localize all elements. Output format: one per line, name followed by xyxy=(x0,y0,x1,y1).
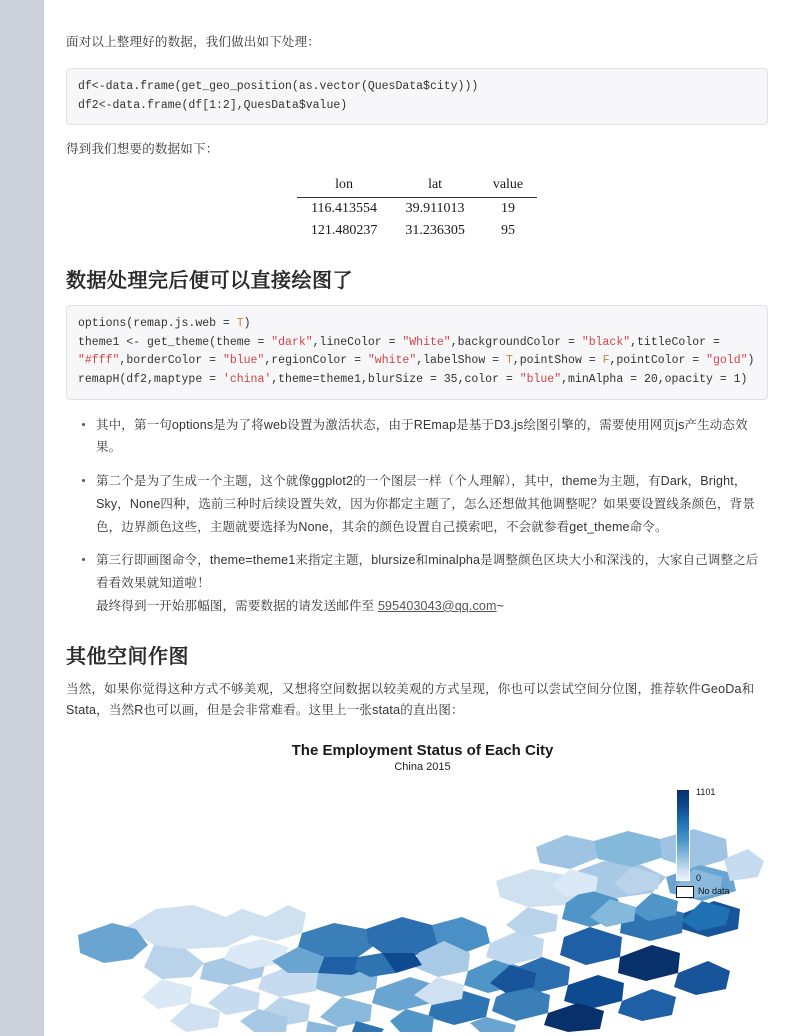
geo-data-table xyxy=(297,175,537,242)
code-logical-true-2: T xyxy=(505,354,513,368)
note3-part2-prefix: 最终得到一开始那幅图，需要数据的请发送邮件至 xyxy=(96,598,378,613)
result-paragraph: 得到我们想要的数据如下： xyxy=(66,142,219,157)
code-string-white: "white" xyxy=(367,354,417,368)
intro-paragraph: 面对以上整理好的数据，我们做出如下处理： xyxy=(66,35,321,49)
legend-nodata-label: No data xyxy=(698,886,730,897)
figure-subtitle: China 2015 xyxy=(394,761,451,774)
code-paren-2: ) xyxy=(747,354,755,368)
legend-min-value: 0 xyxy=(696,873,702,884)
table-row xyxy=(297,198,537,221)
list-item xyxy=(96,549,768,617)
code-arg-labelshow: ,labelShow = xyxy=(416,354,506,368)
cell-value: 19 xyxy=(500,201,515,216)
code-string-gold: "gold" xyxy=(706,354,748,368)
col-header-lon: lon xyxy=(297,175,392,198)
code-line-2: df2<-data.frame(df[1:2],QuesData$value) xyxy=(78,98,348,112)
code-arg-blursize: ,theme=theme1,blurSize = 35,color = xyxy=(271,372,520,386)
code-options-call: options(remap.js.web = xyxy=(78,317,237,330)
table-header-row xyxy=(297,175,537,198)
other-spatial-paragraph: 当然，如果你觉得这种方式不够美观，又想将空间数据以较美观的方式呈现，你也可以尝试空间分位图，推荐软件GeoDa和Stata，当然R也可以画，但是会非常难看。这里上一张stata的直出图： xyxy=(66,681,755,718)
col-header-lat: lat xyxy=(391,175,479,198)
legend-max-value: 1101 xyxy=(696,787,716,798)
code-string-blue-2: "blue" xyxy=(519,372,562,386)
code-arg-regioncolor: ,regionColor = xyxy=(264,354,368,368)
code-logical-true: T xyxy=(236,317,244,330)
article-content xyxy=(44,0,790,1036)
section-heading-other-spatial: 其他空间作图 xyxy=(66,645,189,668)
code-string-china: 'china' xyxy=(222,372,272,386)
note3-part1: 第三行即画图命令，theme=theme1来指定主题，blursize和minalpha是调整颜色区块大小和深浅的，大家自己调整之后看看效果就知道啦！ xyxy=(96,553,759,590)
code-arg-bordercolor: ,borderColor = xyxy=(119,354,223,368)
list-item: 其中，第一句options是为了将web设置为激活状态，由于REmap是基于D3.js绘图引擎的，需要使用网页js产生动态效果。 xyxy=(96,414,768,460)
code-arg-backgroundcolor: ,backgroundColor = xyxy=(450,335,582,349)
code-remaph-call: remapH(df2,maptype = xyxy=(78,372,223,386)
map-figure xyxy=(66,736,769,1036)
code-line-1: df<-data.frame(get_geo_position(as.vector(QuesData$city))) xyxy=(78,79,479,93)
map-regions xyxy=(78,829,764,1032)
cell-lon: 121.480237 xyxy=(310,223,378,238)
list-item: 第二个是为了生成一个主题，这个就像ggplot2的一个图层一样（个人理解），其中，theme为主题，有Dark，Bright，Sky，None四种，选前三种时后续设置失效，因为你都定主题了，怎么还想做其他调整呢？如果要设置线条颜色，背景色，边界颜色这些，主题就要选择为None，其余的颜色设置自己摸索吧，不会就参看get_theme命令。 xyxy=(96,470,768,538)
code-string-white-cap: "White" xyxy=(402,335,451,349)
code-string-dark: "dark" xyxy=(271,335,313,349)
col-header-value: value xyxy=(479,175,537,198)
code-arg-titlecolor: ,titleColor = xyxy=(630,335,727,349)
legend-gradient-bar xyxy=(676,789,690,881)
code-block-remap xyxy=(66,305,768,400)
code-theme-call: theme1 <- get_theme(theme = xyxy=(78,335,272,349)
code-arg-linecolor: ,lineColor = xyxy=(312,335,403,349)
code-paren: ) xyxy=(243,317,251,330)
notes-list xyxy=(66,414,768,618)
code-logical-false: F xyxy=(602,354,610,368)
code-string-black: "black" xyxy=(581,335,631,349)
legend-nodata-swatch xyxy=(676,886,694,898)
cell-lat: 31.236305 xyxy=(405,223,465,238)
data-table-wrapper xyxy=(66,175,768,242)
code-arg-pointshow: ,pointShow = xyxy=(512,354,603,368)
code-string-fff: "#fff" xyxy=(78,354,120,368)
email-link[interactable]: 595403043@qq.com xyxy=(377,598,497,613)
code-arg-minalpha: ,minAlpha = 20,opacity = 1) xyxy=(561,372,748,386)
china-map-svg xyxy=(66,777,769,1032)
note3-part2-suffix: ~ xyxy=(496,598,505,613)
cell-lon: 116.413554 xyxy=(311,201,378,216)
code-string-blue: "blue" xyxy=(222,354,265,368)
code-arg-pointcolor: ,pointColor = xyxy=(609,354,707,368)
table-row xyxy=(297,220,537,242)
section-heading-plotting: 数据处理完后便可以直接绘图了 xyxy=(66,270,353,292)
cell-lat: 39.911013 xyxy=(405,201,465,216)
choropleth-map xyxy=(66,777,769,1032)
article-page xyxy=(43,0,790,1036)
figure-title: The Employment Status of Each City xyxy=(291,742,554,760)
code-block-dataframe xyxy=(66,68,768,125)
cell-value: 95 xyxy=(500,223,515,238)
